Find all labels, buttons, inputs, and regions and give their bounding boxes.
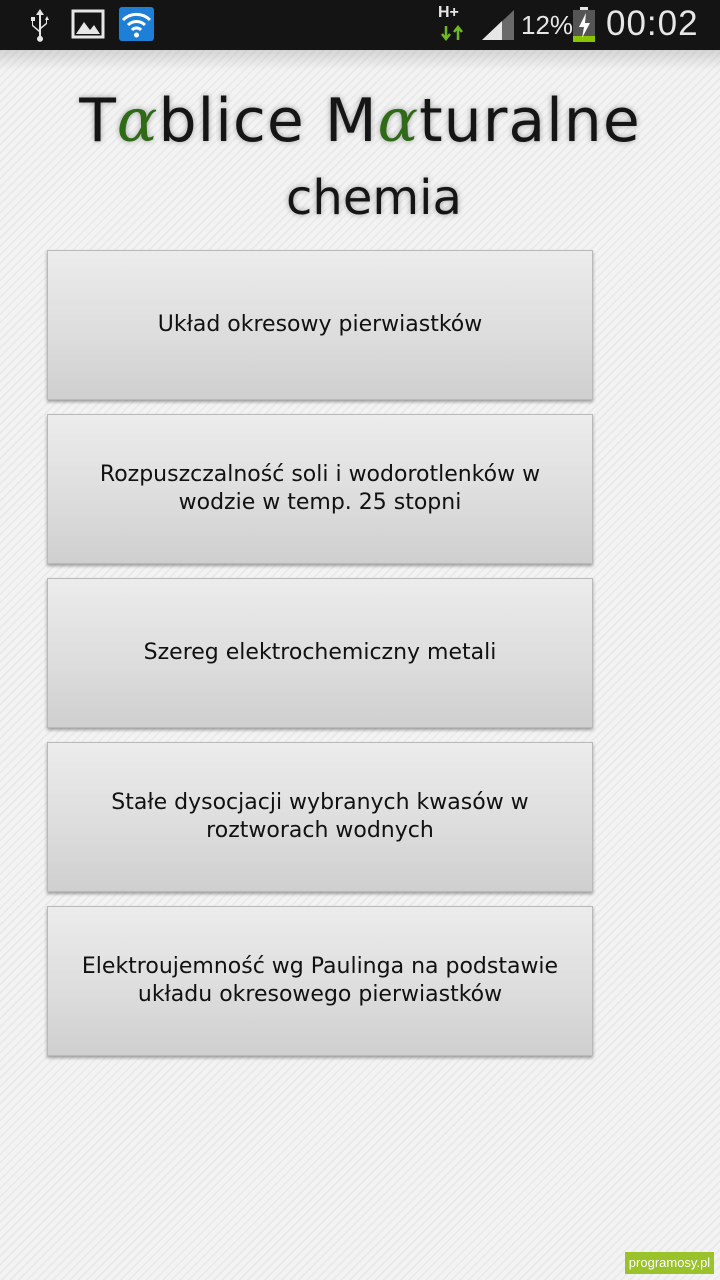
- signal-icon: [480, 8, 516, 42]
- wifi-icon: [119, 7, 154, 41]
- solubility-table-button[interactable]: Rozpuszczalność soli i wodorotlenków w wodzie w temp. 25 stopni: [47, 414, 593, 564]
- network-type-label: H+: [438, 4, 459, 21]
- title-part: turalne: [419, 86, 641, 156]
- app-logo-title: [0, 86, 720, 156]
- title-alpha-glyph: α: [377, 86, 420, 156]
- battery-charging-icon: [572, 7, 596, 43]
- dissociation-constants-button[interactable]: Stałe dysocjacji wybranych kwasów w roztworach wodnych: [47, 742, 593, 892]
- usb-icon: [26, 8, 54, 42]
- electrochemical-series-button[interactable]: Szereg elektrochemiczny metali: [47, 578, 593, 728]
- gallery-icon: [71, 9, 105, 39]
- title-part: T: [79, 86, 117, 156]
- title-part: blice M: [158, 86, 378, 156]
- clock: 00:02: [606, 4, 699, 43]
- battery-percent: 12%: [521, 10, 574, 40]
- periodic-table-button[interactable]: Układ okresowy pierwiastków: [47, 250, 593, 400]
- app-logo-subtitle: chemia: [286, 170, 462, 226]
- watermark: programosy.pl: [625, 1252, 714, 1274]
- main-menu: [47, 250, 593, 1070]
- h-plus-data-icon: [437, 4, 467, 44]
- data-arrows-icon: [441, 24, 465, 42]
- electronegativity-button[interactable]: Elektroujemność wg Paulinga na podstawie układu okresowego pierwiastków: [47, 906, 593, 1056]
- title-alpha-glyph: α: [116, 86, 159, 156]
- status-bar: [0, 0, 720, 50]
